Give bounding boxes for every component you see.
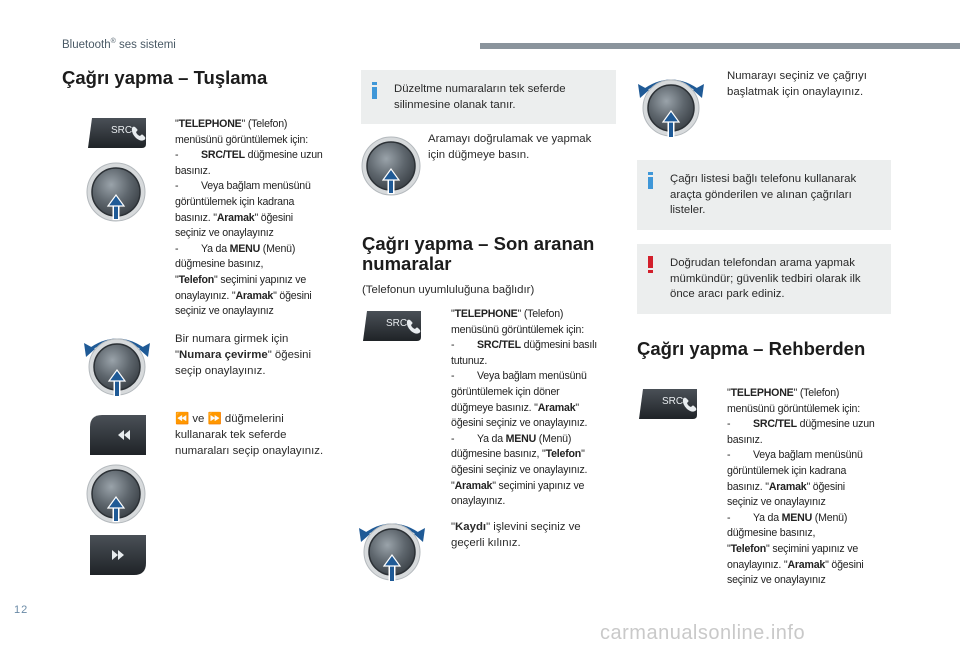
rotary-knob-rotate-press-icon — [357, 512, 427, 586]
info-box-call-list: Çağrı listesi bağlı telefonu kullanarak araçta gönderilen ve alınan çağrıları listeler. — [637, 160, 891, 230]
src-phone-button-icon: SRC — [86, 116, 148, 150]
running-header: Bluetooth® ses sistemi — [62, 38, 176, 51]
confirm-call-text: Aramayı doğrulamak ve yapmak için düğmeye basın. — [428, 133, 592, 161]
skip-forward-button-icon — [88, 533, 148, 577]
rotary-knob-rotate-press-icon — [636, 68, 706, 142]
watermark: carmanualsonline.info — [600, 622, 806, 644]
rotary-knob-press-icon — [359, 136, 423, 200]
src-phone-button-icon: SRC — [361, 309, 423, 343]
instruction-note: "TELEPHONE" (Telefon) menüsünü görüntülemek için: - SRC/TEL düğmesini basılı tutunuz. - Veya bağlam menüsünü görüntülemek için döner düğmeye basınız. "Aramak" öğesini seçiniz ve onaylayınız. - Ya da MENU (Menü) düğmesine basınız, "Telefon" öğesini seçiniz ve onaylayınız. "Aramak" seçimini yapınız ve onaylayınız. — [451, 308, 598, 508]
instruction-note: "TELEPHONE" (Telefon) menüsünü görüntülemek için: - SRC/TEL düğmesine uzun basınız. - Veya bağlam menüsünü görüntülemek için kadrana basınız. "Aramak" öğesini seçiniz ve onaylayınız - Ya da MENU (Menü) düğmesine basınız, "Telefon" seçimini yapınız ve onaylayınız. "Aramak" öğesini seçiniz ve onaylayınız — [175, 118, 323, 318]
rotary-knob-press-icon — [84, 464, 148, 528]
src-phone-button-icon: SRC — [637, 387, 699, 421]
info-box-correction: Düzeltme numaraların tek seferde silinmesine olanak tanır. — [361, 70, 616, 124]
header-rule — [480, 43, 960, 49]
select-number-text: Numarayı seçiniz ve çağrıyı başlatmak için onaylayınız. — [727, 70, 867, 98]
log-select-text: "Kaydı" işlevini seçiniz ve geçerli kılınız. — [451, 521, 581, 549]
warning-icon — [648, 256, 653, 272]
instruction-note: "TELEPHONE" (Telefon) menüsünü görüntülemek için: - SRC/TEL düğmesine uzun basınız. - Veya bağlam menüsünü görüntülemek için kadrana basınız. "Aramak" öğesini seçiniz ve onaylayınız - Ya da MENU (Menü) düğmesine basınız, "Telefon" seçimini yapınız ve onaylayınız. "Aramak" öğesini seçiniz ve onaylayınız — [727, 387, 875, 587]
rotary-knob-rotate-press-icon — [82, 327, 152, 401]
warning-box-park: Doğrudan telefondan arama yapmak mümkündür; güvenlik tedbiri olarak ilk önce aracı park ediniz. — [637, 244, 891, 314]
skip-back-button-icon — [88, 413, 148, 457]
section-title-recent-numbers: Çağrı yapma – Son aranan numaralar — [362, 233, 595, 274]
enter-number-text: Bir numara girmek için "Numara çevirme" öğesini seçip onaylayınız. — [175, 333, 312, 377]
page-number: 12 — [14, 604, 29, 616]
compatibility-note: (Telefonun uyumluluğuna bağlıdır) — [362, 284, 535, 296]
rotary-knob-press-icon — [84, 162, 148, 226]
skip-buttons-text: ⏪ ve ⏩ düğmelerini kullanarak tek seferde numaraları seçip onaylayınız. — [175, 413, 324, 457]
info-icon — [648, 172, 653, 188]
section-title-dialling: Çağrı yapma – Tuşlama — [62, 67, 268, 88]
section-title-contacts: Çağrı yapma – Rehberden — [637, 338, 866, 359]
info-icon — [372, 82, 377, 98]
